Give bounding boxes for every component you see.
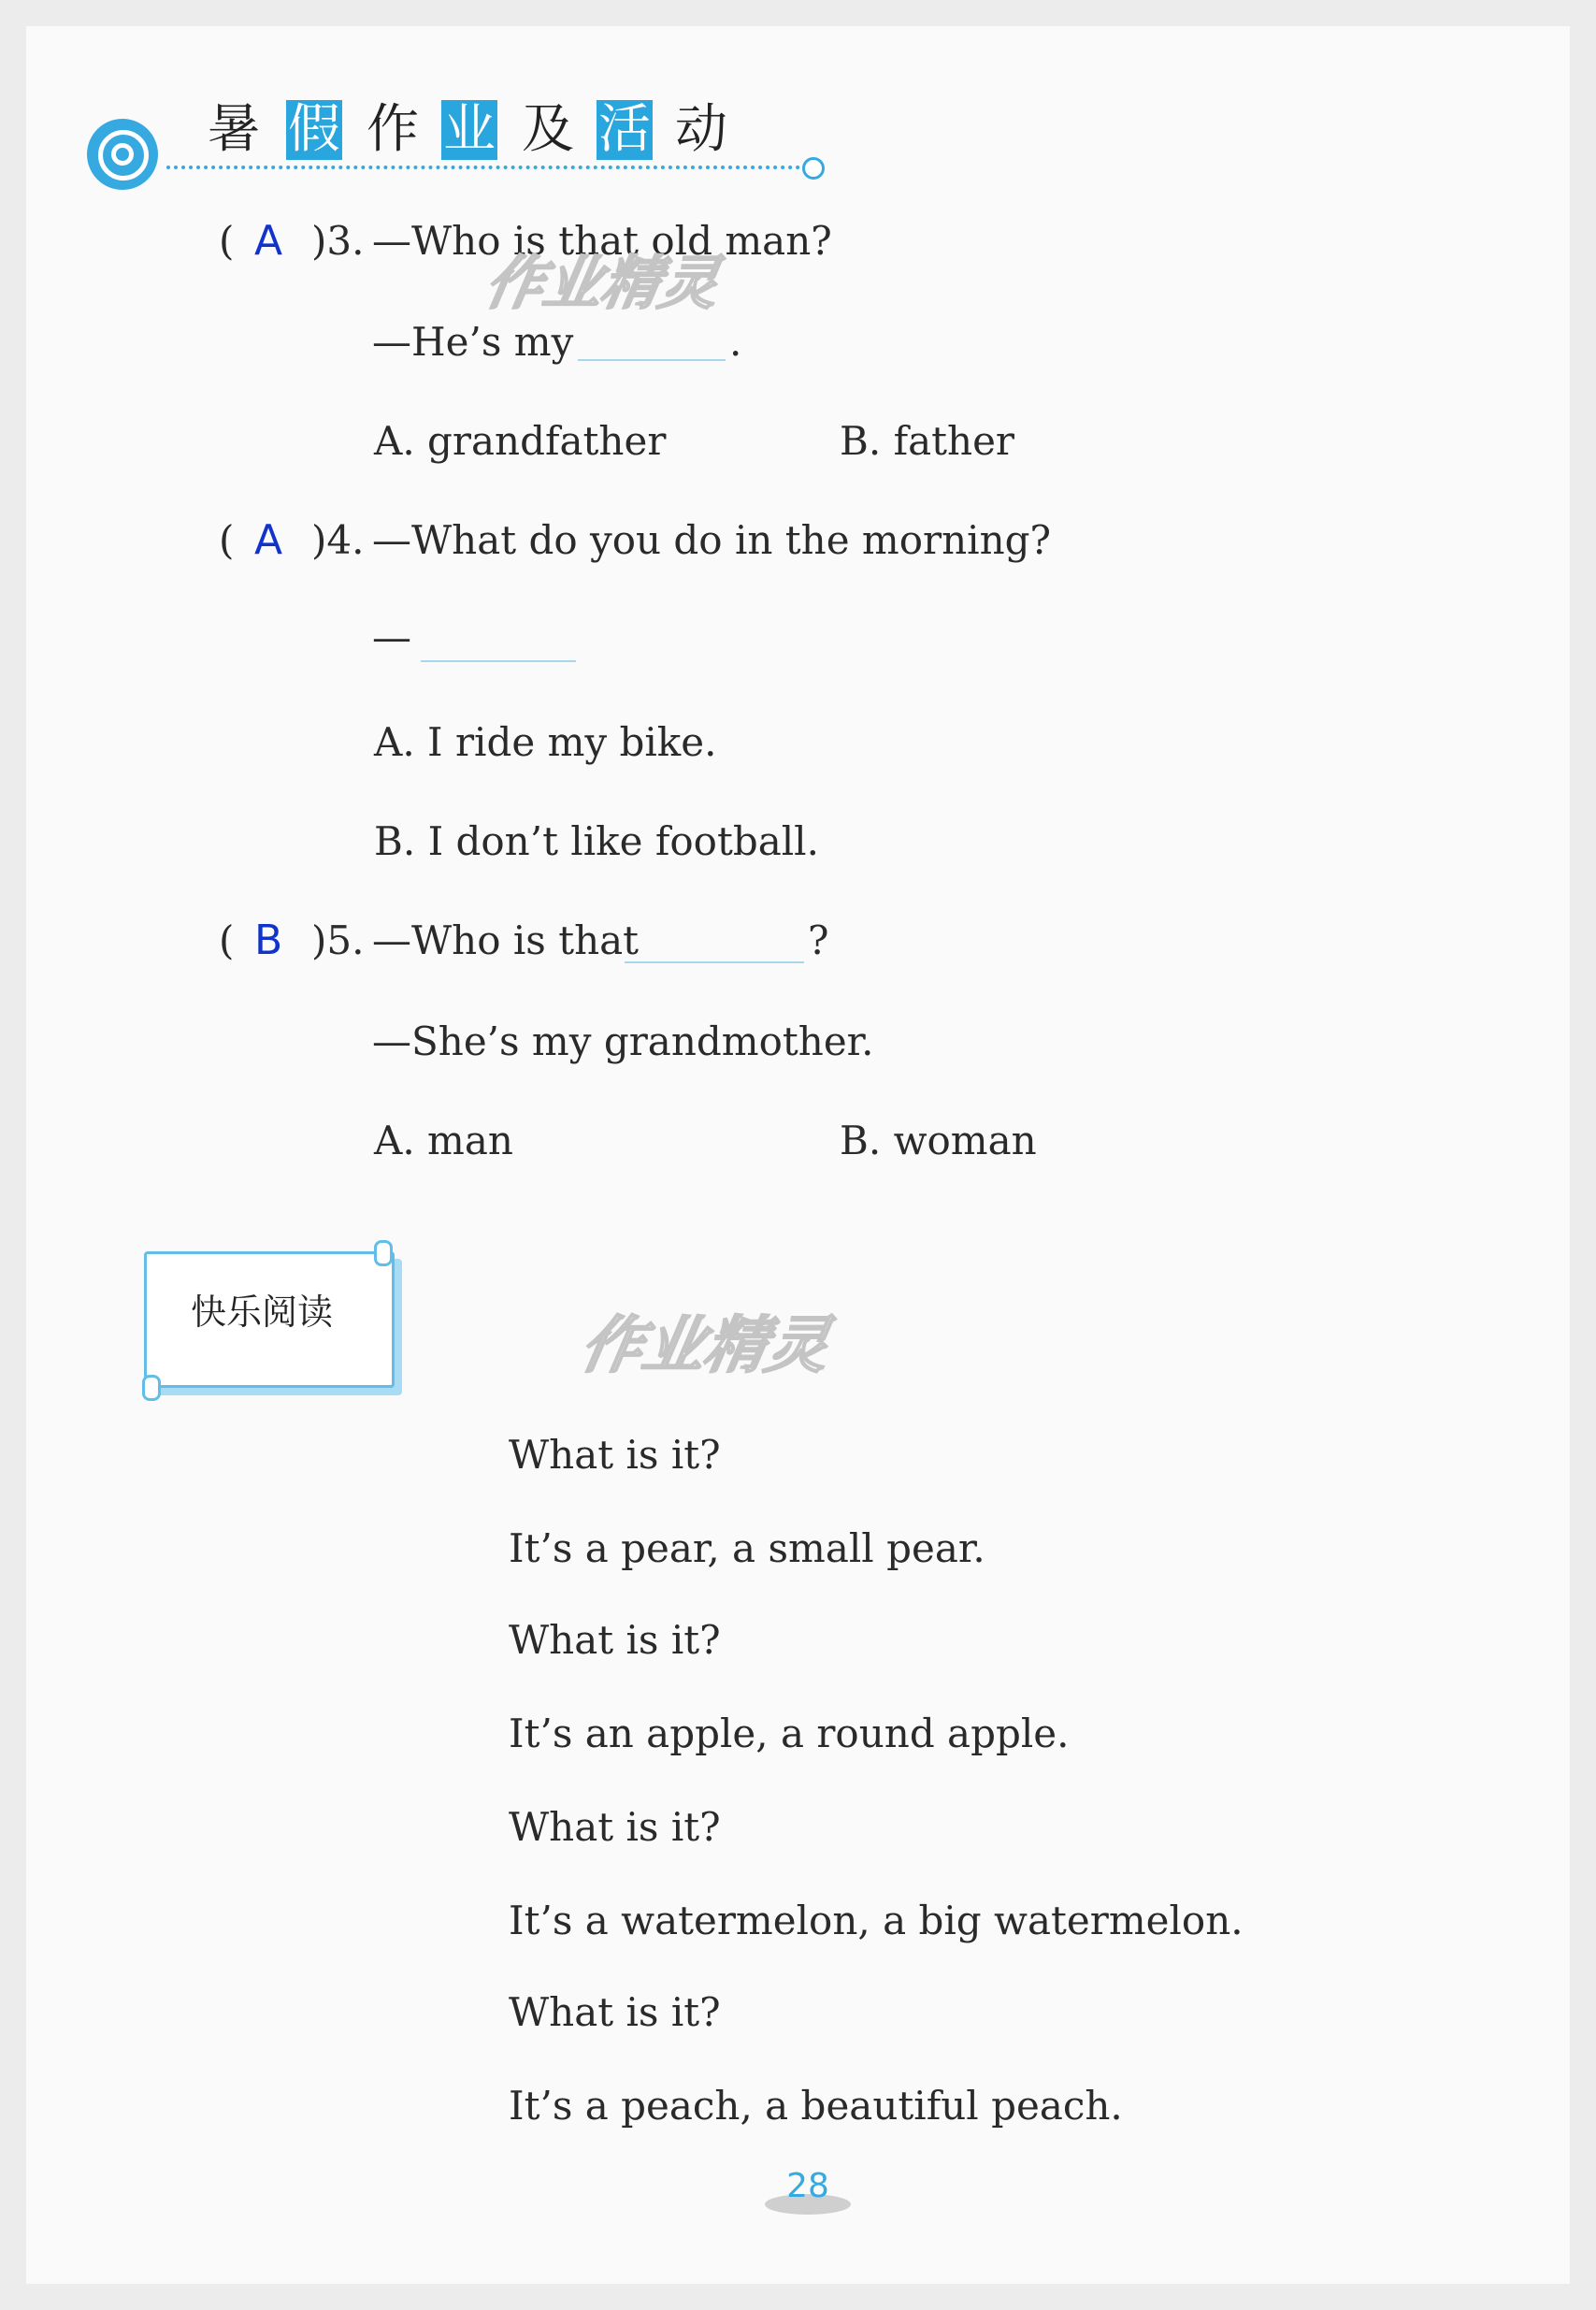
reading-line-4: It’s an apple, a round apple. — [509, 1711, 1070, 1756]
header-title-char-5: 及 — [522, 99, 574, 160]
q3-answer-blank — [578, 359, 726, 361]
header-title-char-2: 假 — [288, 99, 340, 160]
header-logo-icon — [87, 119, 158, 190]
q4-answer-blank — [421, 660, 576, 662]
banner-scroll-curl-bottom — [142, 1375, 161, 1401]
header-dotted-line — [166, 166, 808, 169]
q5-number: )5. — [311, 917, 365, 963]
reading-line-8: It’s a peach, a beautiful peach. — [509, 2083, 1123, 2129]
q5-reply: —She’s my grandmother. — [372, 1018, 874, 1064]
q4-answer: A — [254, 516, 283, 564]
watermark-top: 作业精灵 — [480, 249, 725, 317]
section-title: 快乐阅读 — [191, 1292, 334, 1333]
q3-option-a: A. grandfather — [374, 418, 667, 464]
q3-answer: A — [254, 217, 283, 265]
q3-stem: —Who is that old man? — [372, 218, 832, 264]
q3-reply-suffix: . — [729, 319, 742, 365]
reading-line-2: It’s a pear, a small pear. — [509, 1525, 985, 1571]
reading-line-5: What is it? — [509, 1804, 721, 1850]
q5-paren-open: ( — [219, 917, 235, 963]
q4-stem: —What do you do in the morning? — [372, 517, 1052, 563]
reading-line-3: What is it? — [509, 1617, 721, 1663]
header-title-char-4: 业 — [443, 99, 496, 160]
q5-option-b: B. woman — [840, 1118, 1037, 1163]
q4-paren-open: ( — [219, 517, 235, 563]
header-title-char-3: 作 — [367, 99, 419, 160]
q4-number: )4. — [311, 517, 365, 563]
q5-answer-blank — [625, 961, 804, 963]
q3-reply-prefix: —He’s my — [372, 319, 574, 365]
reading-line-6: It’s a watermelon, a big watermelon. — [509, 1898, 1244, 1943]
q5-option-a: A. man — [374, 1118, 513, 1163]
q5-stem-prefix: —Who is that — [372, 917, 640, 963]
q5-stem-suffix: ? — [808, 917, 829, 963]
page-number: 28 — [786, 2167, 829, 2205]
banner-scroll-curl-top — [374, 1240, 393, 1266]
q5-answer: B — [254, 917, 283, 964]
reading-line-7: What is it? — [509, 1989, 721, 2035]
q3-number: )3. — [311, 218, 365, 264]
q3-option-b: B. father — [840, 418, 1015, 464]
header-line-end-circle — [802, 157, 825, 180]
header-title-char-1: 暑 — [208, 99, 260, 160]
q4-option-a: A. I ride my bike. — [374, 719, 717, 765]
q4-option-b: B. I don’t like football. — [374, 818, 819, 864]
reading-line-1: What is it? — [509, 1432, 721, 1478]
header-title-char-6: 活 — [598, 99, 651, 160]
header-title-char-7: 动 — [675, 99, 727, 160]
q3-paren-open: ( — [219, 218, 235, 264]
watermark-middle: 作业精灵 — [575, 1309, 835, 1381]
q4-reply-prefix: — — [372, 614, 411, 660]
